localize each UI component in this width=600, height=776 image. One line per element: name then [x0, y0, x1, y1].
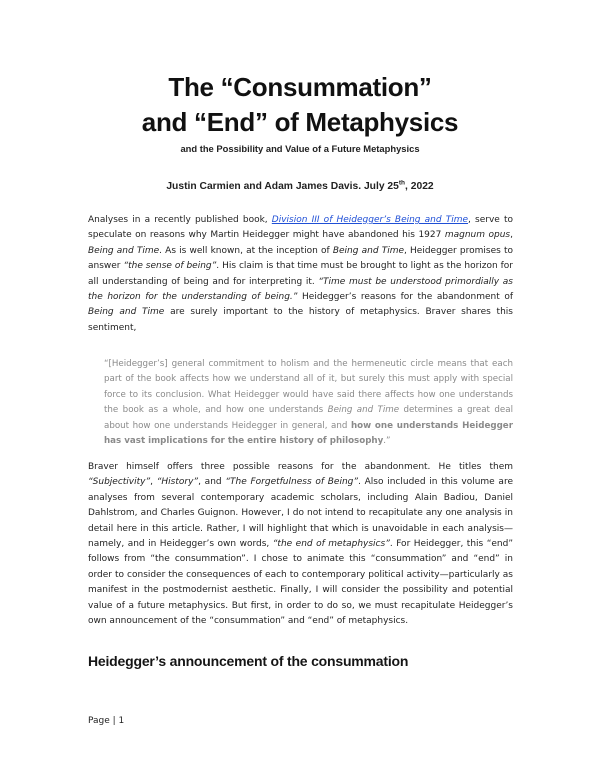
- title-line-2: and “End” of Metaphysics: [141, 107, 459, 137]
- p2-text-5: . For Heidegger, this “end” follows from “the consummation”. I chose to animate this “consummation” and “end” in order to consider the consequences of each to contemporary political activity—particularly as manifest in the postmodernist aesthetic. Finally, I will consider the possibility and potential value of a future metaphysics. But first, in order to do so, we must recapitulate Heidegger’s own announcement of the “consummation” and “end” of metaphysics.: [88, 539, 513, 627]
- section-heading: Heidegger’s announcement of the consummation: [88, 653, 409, 669]
- subtitle: and the Possibility and Value of a Future Metaphysics: [180, 143, 420, 154]
- p1-em-2: Being and Time: [88, 245, 160, 256]
- p2-text-2: ,: [150, 477, 157, 488]
- p2-text-3: , and: [198, 477, 226, 488]
- title-line-1: The “Consummation”: [168, 72, 432, 102]
- book-link[interactable]: Division III of Heidegger’s Being and Time: [271, 215, 469, 225]
- quote-text-3: .”: [383, 436, 391, 447]
- second-paragraph: [88, 460, 513, 629]
- p1-text-8: are surely important to the history of metaphysics. Braver shares this sentiment,: [88, 307, 513, 333]
- p2-em-3: “The Forgetfulness of Being”: [225, 477, 359, 488]
- p1-text-5: , Heidegger promises to answer: [88, 245, 513, 272]
- p1-em-4: “the sense of being”: [123, 261, 217, 272]
- p1-text-6: . His claim is that time must be brought to light as the horizon for all understanding of being and for interpreting it.: [88, 261, 513, 287]
- p2-em-1: “Subjectivity”: [88, 477, 151, 488]
- p1-em-6: Being and Time: [88, 307, 165, 318]
- p2-text-1: Braver himself offers three possible reasons for the abandonment. He titles them: [88, 462, 513, 472]
- byline: [0, 181, 600, 192]
- p1-em-1: magnum opus: [444, 230, 511, 241]
- p1-em-3: Being and Time: [332, 245, 404, 256]
- byline-date-suffix: th: [398, 179, 406, 187]
- quote-em: Being and Time: [327, 405, 400, 416]
- p1-em-5: “Time must be understood primordially as the horizon for the understanding of being.”: [88, 276, 513, 303]
- intro-paragraph: [88, 213, 513, 336]
- p2-text-4: . Also included in this volume are analyses from several contemporary academic scholars, including Alain Badiou, Daniel Dahlstrom, and Charles Guignon. However, I do not intend to recapitulate any one analysis in detail here in this article. Rather, I will highlight that which is unavoidable in each analysis—namely, and in Heidegger’s own words,: [88, 477, 513, 550]
- quote-text-2: determines a great deal about how one understands Heidegger in general, and: [104, 405, 513, 431]
- byline-authors: Justin Carmien and Adam James Davis. July 25: [166, 181, 399, 192]
- p2-em-4: “the end of metaphysics”: [272, 539, 390, 550]
- page-number: Page | 1: [88, 716, 125, 726]
- quote-text-1: “[Heidegger’s] general commitment to holism and the hermeneutic circle means that each part of the book affects how we understand all of it, but surely this must apply with special force to its conclusion. What Heidegger would have said there affects how one understands the book as a whole, and how one understands: [104, 359, 513, 416]
- p1-text-7: Heidegger’s reasons for the abandonment of: [297, 292, 513, 303]
- byline-year: , 2022: [405, 181, 434, 192]
- p1-text-3: ,: [510, 230, 513, 241]
- quote-bold: how one understands Heidegger has vast implications for the entire history of philosophy: [104, 420, 513, 447]
- p2-em-2: “History”: [156, 477, 199, 488]
- p1-text-1: Analyses in a recently published book,: [88, 215, 272, 225]
- p1-text-4: . As is well known, at the inception of: [159, 245, 333, 256]
- blockquote: [104, 357, 513, 449]
- p1-text-2: , serve to speculate on reasons why Martin Heidegger might have abandoned his 1927: [88, 215, 513, 241]
